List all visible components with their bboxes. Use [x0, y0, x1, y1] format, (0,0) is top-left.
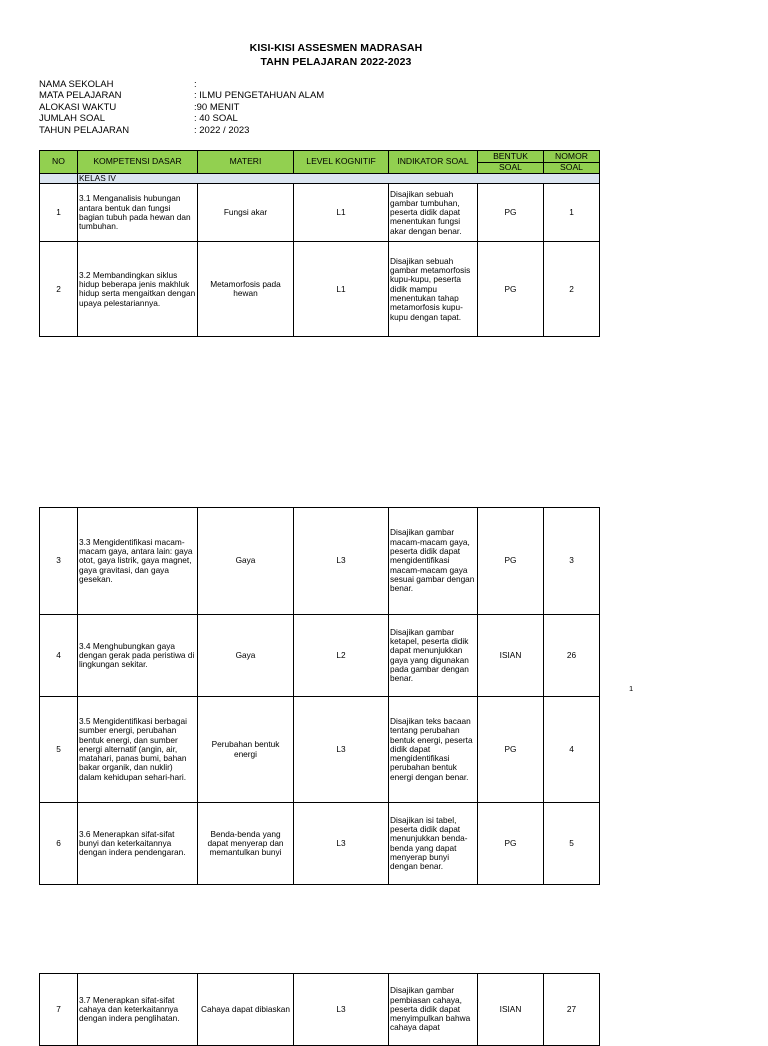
cell-kd: 3.4 Menghubungkan gaya dengan gerak pada peristiwa di lingkungan sekitar. [78, 615, 198, 697]
page-number: 1 [629, 684, 634, 693]
cell-level: L2 [294, 615, 389, 697]
document-title: KISI-KISI ASSESMEN MADRASAH [249, 42, 423, 54]
header-indikator-soal: INDIKATOR SOAL [389, 151, 478, 174]
cell-materi: Benda-benda yang dapat menyerap dan memantulkan bunyi [198, 803, 294, 885]
header-nomor: NOMOR [544, 151, 600, 163]
info-value: : 2022 / 2023 [194, 124, 250, 136]
cell-no: 7 [40, 974, 78, 1046]
cell-kd: 3.7 Menerapkan sifat-sifat cahaya dan keterkaitannya dengan indera penglihatan. [78, 974, 198, 1046]
info-label: JUMLAH SOAL [39, 113, 105, 125]
table-row [40, 184, 600, 242]
table-row [40, 803, 600, 885]
table-row [40, 615, 600, 697]
cell-no: 1 [40, 184, 78, 242]
cell-level: L1 [294, 184, 389, 242]
cell-kd: 3.3 Mengidentifikasi macam-macam gaya, antara lain: gaya otot, gaya listrik, gaya magnet, gaya gravitasi, dan gaya gesekan. [78, 508, 198, 615]
cell-indikator: Disajikan teks bacaan tentang perubahan bentuk energi, peserta didik dapat mengidentifikasi perubahan bentuk energi dengan benar. [389, 697, 478, 803]
cell-bentuk: PG [478, 697, 544, 803]
cell-kd: 3.1 Menganalisis hubungan antara bentuk dan fungsi bagian tubuh pada hewan dan tumbuhan. [78, 184, 198, 242]
info-value: : [194, 79, 197, 90]
header-materi: MATERI [198, 151, 294, 174]
table-row [40, 697, 600, 803]
table-row [40, 242, 600, 337]
cell-nomor: 1 [544, 184, 600, 242]
header-no: NO [40, 151, 78, 174]
kisi-table-part-2 [39, 507, 600, 885]
header-kompetensi-dasar: KOMPETENSI DASAR [78, 151, 198, 174]
cell-indikator: Disajikan isi tabel, peserta didik dapat menunjukkan benda-benda yang dapat menyerap bunyi dengan benar. [389, 803, 478, 885]
info-row-count [39, 113, 324, 124]
cell-indikator: Disajikan sebuah gambar tumbuhan, peserta didik dapat menentukan fungsi akar dengan benar. [389, 184, 478, 242]
cell-bentuk: ISIAN [478, 615, 544, 697]
cell-no: 2 [40, 242, 78, 337]
cell-nomor: 2 [544, 242, 600, 337]
cell-bentuk: ISIAN [478, 974, 544, 1046]
cell-materi: Gaya [198, 615, 294, 697]
cell-kd: 3.6 Menerapkan sifat-sifat bunyi dan keterkaitannya dengan indera pendengaran. [78, 803, 198, 885]
info-label: MATA PELAJARAN [39, 90, 122, 102]
info-label: ALOKASI WAKTU [39, 101, 117, 113]
header-bentuk-sub: SOAL [478, 163, 544, 174]
info-row-time [39, 102, 324, 113]
info-block [39, 79, 324, 136]
cell-materi: Perubahan bentuk energi [198, 697, 294, 803]
cell-nomor: 4 [544, 697, 600, 803]
cell-nomor: 3 [544, 508, 600, 615]
cell-bentuk: PG [478, 508, 544, 615]
cell-level: L3 [294, 803, 389, 885]
cell-level: L3 [294, 974, 389, 1046]
kelas-label: KELAS IV [78, 174, 600, 184]
table-row [40, 508, 600, 615]
info-value: : ILMU PENGETAHUAN ALAM [194, 90, 325, 102]
header-bentuk: BENTUK [478, 151, 544, 163]
cell-indikator: Disajikan sebuah gambar metamorfosis kupu-kupu, peserta didik mampu menentukan tahap metamorfosis kupu-kupu dengan tapat. [389, 242, 478, 337]
info-value: : 40 SOAL [194, 113, 238, 125]
cell-no: 4 [40, 615, 78, 697]
cell-level: L3 [294, 697, 389, 803]
cell-bentuk: PG [478, 242, 544, 337]
cell-no: 6 [40, 803, 78, 885]
cell-level: L1 [294, 242, 389, 337]
kisi-table-part-3 [39, 973, 600, 1046]
table-row [40, 974, 600, 1046]
info-row-school [39, 79, 324, 90]
info-label: TAHUN PELAJARAN [39, 124, 130, 136]
kelas-cell-empty [40, 174, 78, 184]
cell-materi: Gaya [198, 508, 294, 615]
cell-indikator: Disajikan gambar pembiasan cahaya, peserta didik dapat menyimpulkan bahwa cahaya dapat [389, 974, 478, 1046]
cell-bentuk: PG [478, 184, 544, 242]
cell-level: L3 [294, 508, 389, 615]
cell-kd: 3.5 Mengidentifikasi berbagai sumber energi, perubahan bentuk energi, dan sumber energi alternatif (angin, air, matahari, panas bumi, bahan bakar organik, dan nuklir) dalam kehidupan sehari-hari. [78, 697, 198, 803]
info-row-year [39, 125, 324, 136]
cell-materi: Fungsi akar [198, 184, 294, 242]
cell-nomor: 5 [544, 803, 600, 885]
cell-nomor: 26 [544, 615, 600, 697]
cell-materi: Metamorfosis pada hewan [198, 242, 294, 337]
cell-bentuk: PG [478, 803, 544, 885]
cell-no: 3 [40, 508, 78, 615]
cell-indikator: Disajikan gambar ketapel, peserta didik dapat menunjukkan gaya yang digunakan pada gambar dengan benar. [389, 615, 478, 697]
cell-indikator: Disajikan gambar macam-macam gaya, peserta didik dapat mengidentifikasi macam-macam gaya sesuai gambar dengan benar. [389, 508, 478, 615]
cell-no: 5 [40, 697, 78, 803]
document-subtitle: TAHN PELAJARAN 2022-2023 [260, 56, 412, 68]
info-value: :90 MENIT [194, 101, 240, 113]
info-label: NAMA SEKOLAH [39, 79, 114, 90]
cell-materi: Cahaya dapat dibiaskan [198, 974, 294, 1046]
header-nomor-sub: SOAL [544, 163, 600, 174]
cell-kd: 3.2 Membandingkan siklus hidup beberapa jenis makhluk hidup serta mengaitkan dengan upaya pelestariannya. [78, 242, 198, 337]
cell-nomor: 27 [544, 974, 600, 1046]
kisi-table-part-1 [39, 150, 600, 337]
info-row-subject [39, 90, 324, 101]
header-level-kognitif: LEVEL KOGNITIF [294, 151, 389, 174]
